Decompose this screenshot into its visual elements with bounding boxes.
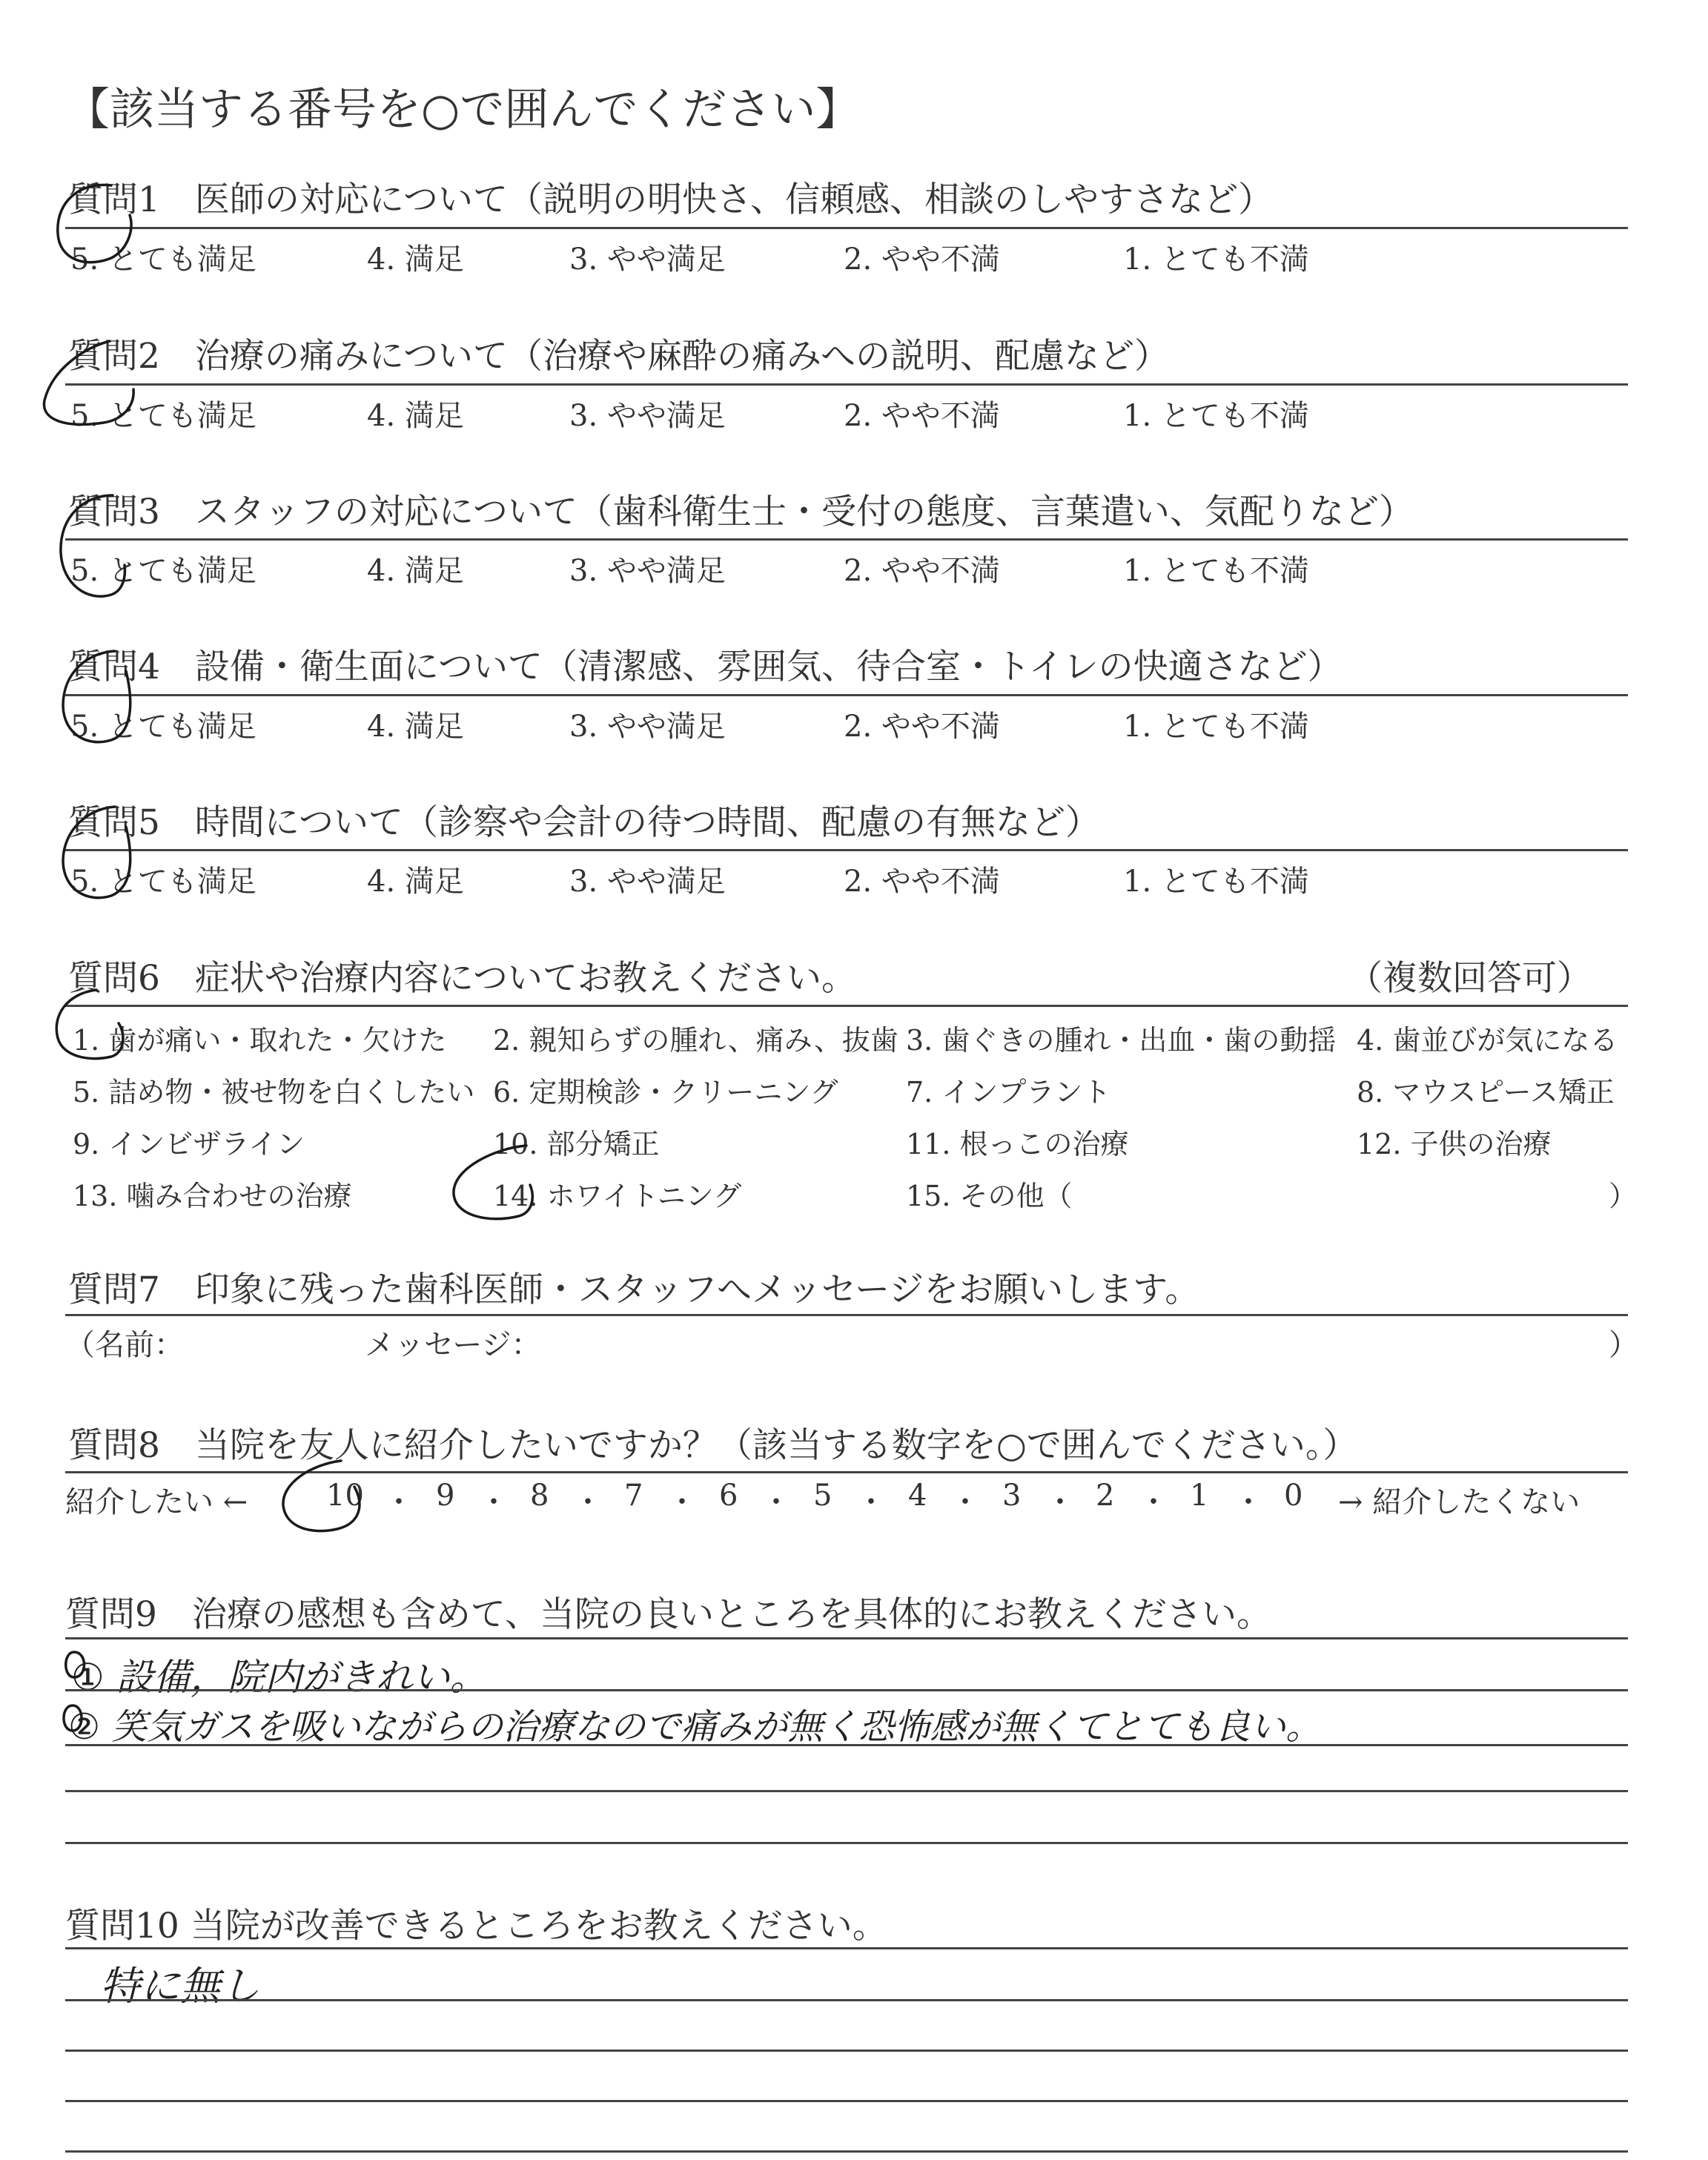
scale-value-10[interactable]: 10 [326,1479,364,1513]
rating-option-1[interactable]: 1. とても不満 [1123,242,1309,277]
symptom-option-8[interactable]: 8. マウスピース矯正 [1357,1076,1615,1109]
question-title: 質問2 治療の痛みについて（治療や麻酔の痛みへの説明、配慮など） [68,336,1170,377]
rating-option-2[interactable]: 2. やや不満 [844,865,1000,899]
scale-dot: ・ [950,1485,980,1519]
question-title: 質問9 治療の感想も含めて、当院の良いところを具体的にお教えください。 [65,1594,1271,1635]
answer-circle-q2 [44,341,133,424]
scale-dot: ・ [856,1485,886,1519]
question-title: 質問6 症状や治療内容についてお教えください。 [68,958,856,999]
rating-option-1[interactable]: 1. とても不満 [1123,554,1309,588]
rating-option-3[interactable]: 3. やや満足 [569,865,726,899]
rating-option-5[interactable]: 5. とても満足 [70,399,256,433]
scale-dot: ・ [1139,1485,1168,1519]
scale-value-3[interactable]: 3 [1002,1479,1022,1513]
symptom-option-5[interactable]: 5. 詰め物・被せ物を白くしたい [73,1076,475,1109]
scale-dot: ・ [384,1485,414,1519]
handwritten-answer-line-2: ② 笑気ガスを吸いながらの治療なので痛みが無く恐怖感が無くてとても良い。 [68,1706,1322,1748]
symptom-option-14[interactable]: 14. ホワイトニング [493,1180,742,1212]
scale-dot: ・ [479,1485,509,1519]
scale-value-9[interactable]: 9 [436,1479,455,1513]
recommend-left-label: 紹介したい ← [65,1485,248,1519]
other-close-paren: ） [1609,1180,1638,1212]
rating-option-4[interactable]: 4. 満足 [367,242,464,277]
symptom-option-7[interactable]: 7. インプラント [906,1076,1111,1109]
symptom-option-15[interactable]: 15. その他（ [906,1180,1073,1212]
rating-option-4[interactable]: 4. 満足 [367,554,464,588]
rating-option-5[interactable]: 5. とても満足 [70,242,256,277]
question-title: 質問8 当院を友人に紹介したいですか？（該当する数字を○で囲んでください。） [68,1425,1358,1466]
scale-dot: ・ [761,1485,791,1519]
scale-value-2[interactable]: 2 [1096,1479,1115,1513]
rating-option-3[interactable]: 3. やや満足 [569,554,726,588]
scale-value-4[interactable]: 4 [908,1479,927,1513]
rating-option-5[interactable]: 5. とても満足 [70,710,256,744]
scale-dot: ・ [1045,1485,1075,1519]
rating-option-4[interactable]: 4. 満足 [367,399,464,433]
rating-option-4[interactable]: 4. 満足 [367,865,464,899]
message-close-paren: ） [1609,1328,1638,1362]
rating-option-1[interactable]: 1. とても不満 [1123,865,1309,899]
rating-option-3[interactable]: 3. やや満足 [569,242,726,277]
question-title: 質問3 スタッフの対応について（歯科衛生士・受付の態度、言葉遣い、気配りなど） [68,492,1414,532]
rating-option-2[interactable]: 2. やや不満 [844,554,1000,588]
symptom-option-10[interactable]: 10. 部分矯正 [493,1128,660,1160]
question-title: 質問5 時間について（診察や会計の待つ時間、配慮の有無など） [68,802,1100,843]
rating-option-2[interactable]: 2. やや不満 [844,242,1000,277]
handwritten-answer-line-1: 特に無し [100,1963,260,2009]
rating-option-3[interactable]: 3. やや満足 [569,399,726,433]
scale-dot: ・ [1234,1485,1263,1519]
rating-option-3[interactable]: 3. やや満足 [569,710,726,744]
rating-option-5[interactable]: 5. とても満足 [70,865,256,899]
symptom-circle-1 [56,990,123,1059]
scale-circle-10 [283,1461,360,1531]
scale-value-7[interactable]: 7 [624,1479,643,1513]
rating-option-4[interactable]: 4. 満足 [367,710,464,744]
rating-option-1[interactable]: 1. とても不満 [1123,399,1309,433]
symptom-option-2[interactable]: 2. 親知らずの腫れ、痛み、抜歯 [493,1024,898,1057]
scale-value-6[interactable]: 6 [719,1479,738,1513]
handwritten-answer-line-1: ① 設備，院内がきれい。 [71,1656,487,1699]
multiple-answer-note: （複数回答可） [1348,958,1592,999]
question-title: 質問4 設備・衛生面について（清潔感、雰囲気、待合室・トイレの快適さなど） [68,647,1343,687]
scale-value-1[interactable]: 1 [1190,1479,1209,1513]
rating-option-2[interactable]: 2. やや不満 [844,399,1000,433]
symptom-option-12[interactable]: 12. 子供の治療 [1357,1128,1552,1160]
message-label: メッセージ： [365,1328,541,1362]
symptom-circle-14 [454,1146,532,1219]
symptom-option-13[interactable]: 13. 噛み合わせの治療 [73,1180,352,1212]
instruction-heading: 【該当する番号を○で囲んでください】 [65,84,861,136]
scale-value-8[interactable]: 8 [530,1479,549,1513]
answer-circle-q5 [63,807,130,898]
question-title: 質問7 印象に残った歯科医師・スタッフへメッセージをお願いします。 [68,1269,1200,1310]
recommend-right-label: → 紹介したくない [1338,1485,1580,1519]
symptom-option-11[interactable]: 11. 根っこの治療 [906,1128,1129,1160]
question-title: 質問1 医師の対応について（説明の明快さ、信頼感、相談のしやすさなど） [68,179,1274,220]
symptom-option-4[interactable]: 4. 歯並びが気になる [1357,1024,1618,1057]
scale-value-5[interactable]: 5 [813,1479,833,1513]
rating-option-2[interactable]: 2. やや不満 [844,710,1000,744]
scale-dot: ・ [573,1485,603,1519]
scale-dot: ・ [667,1485,697,1519]
symptom-option-6[interactable]: 6. 定期検診・クリーニング [493,1076,838,1109]
scale-value-0[interactable]: 0 [1284,1479,1303,1513]
symptom-option-9[interactable]: 9. インビザライン [73,1128,305,1160]
answer-circle-q1 [58,185,131,262]
rating-option-5[interactable]: 5. とても満足 [70,554,256,588]
rating-option-1[interactable]: 1. とても不満 [1123,710,1309,744]
question-title: 質問10 当院が改善できるところをお教えください。 [65,1906,887,1946]
answer-line-1-circle [66,1652,85,1677]
symptom-option-1[interactable]: 1. 歯が痛い・取れた・欠けた [73,1024,447,1057]
answer-circle-q3 [61,495,125,596]
symptom-option-3[interactable]: 3. 歯ぐきの腫れ・出血・歯の動揺 [906,1024,1337,1057]
answer-line-2-circle [64,1705,82,1731]
name-label: （名前： [65,1328,184,1362]
answer-circle-q4 [63,651,130,742]
